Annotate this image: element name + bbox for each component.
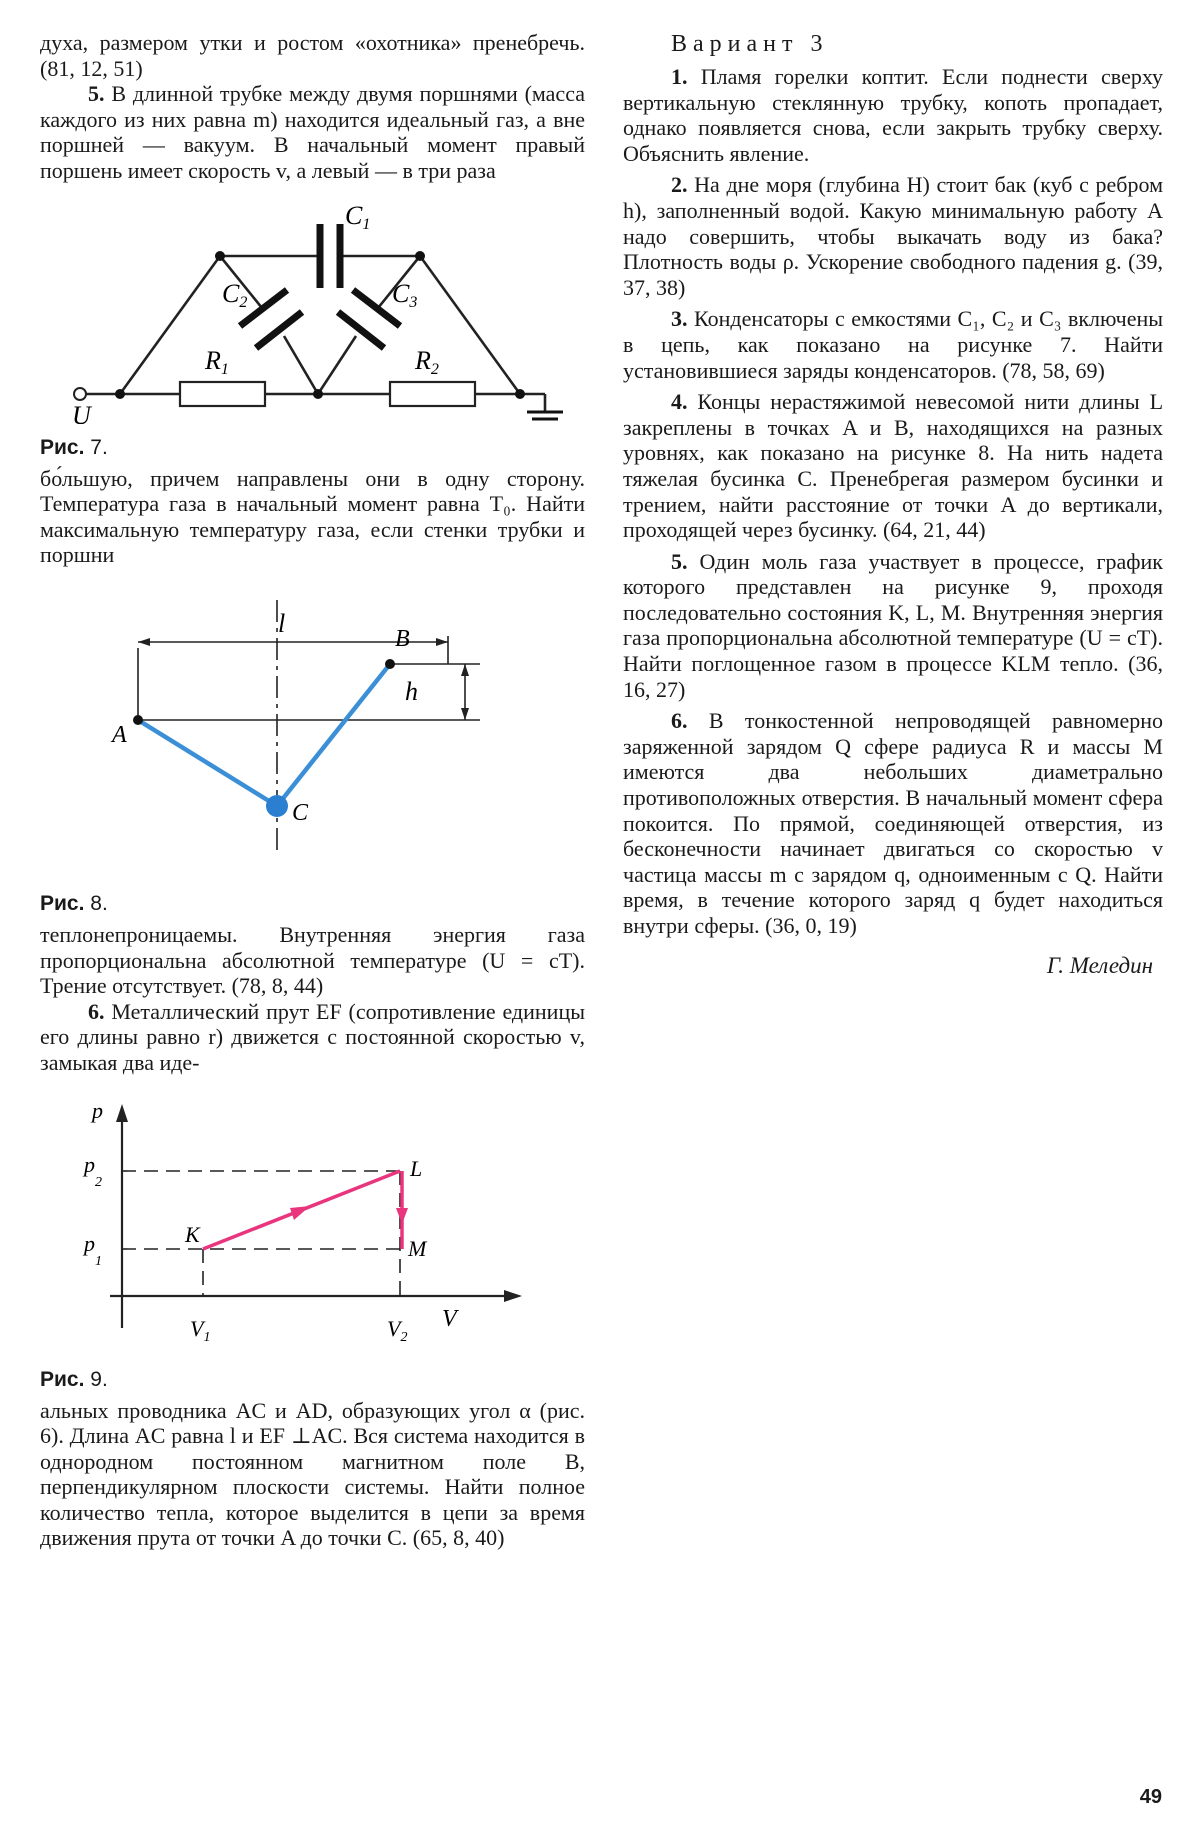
author-signature: Г. Меледин xyxy=(1046,952,1153,978)
problem-r5: 5. Один моль газа участвует в процессе, график которого представлен на рисунке 9, проходя последовательно состояния K, L, M. Внутренняя энергия газа пропорциональна абсолютной температуре (U = cT). Найти поглощенное газом в процессе KLM тепло. (36, 16, 27) xyxy=(623,548,1163,702)
label-m: M xyxy=(408,1235,427,1261)
label-k: K xyxy=(185,1221,200,1247)
problem-r6: 6. В тонкостенной непроводящей равномерно заряженной зарядом Q сфере радиуса R и массы M имеются два небольших диаметрально противоположных отверстия. В начальный момент сфера покоится. По прямой, соединяющей отверстия, из бесконечности начинает двигаться со скоростью v частица массы m с зарядом q, одноименным с Q. Найти время, в течение которого заряд q будет находиться внутри сферы. (36, 0, 19) xyxy=(623,708,1164,938)
label-p2: $p_2$ xyxy=(84,1151,102,1190)
page-number: 49 xyxy=(1139,1786,1162,1808)
arrow-lm xyxy=(396,1208,408,1224)
thread-cb xyxy=(277,664,390,806)
label-v1: $V_1$ xyxy=(190,1315,211,1345)
figure-8-thread xyxy=(40,580,585,880)
problem-6-left xyxy=(40,999,585,1076)
left-top-paragraph: духа, размером утки и ростом «охотника» пренебречь. (81, 12, 51) xyxy=(40,30,585,81)
problem-6-continuation: альных проводника AC и AD, образующих угол α (рис. 6). Длина AC равна l и EF ⊥AC. Вся система находится в однородном постоянном магнитном поле B, перпендикулярном плоскости системы. Найти полное количество тепла, которое выделится в цепи за время движения прута от точки A до точки C. (65, 8, 40) xyxy=(40,1397,585,1551)
point-b xyxy=(385,659,395,669)
label-r1: R1 xyxy=(205,345,229,378)
problem-r2: 2. На дне моря (глубина H) стоит бак (куб с ребром h), заполненный водой. Какую минимальную работу A надо совершить, чтобы выкачать воду из бака? Плотность воды ρ. Ускорение свободного падения g. (39, 37, 38) xyxy=(623,172,1163,300)
problem-6-text: Металлический прут EF (сопротивление единицы его длины равно r) движется с постоянной скоростью v, замыкая два иде- xyxy=(40,998,586,1075)
label-p1: $p_1$ xyxy=(84,1230,102,1269)
arrow-kl xyxy=(290,1206,310,1220)
problem-5-text: В длинной трубке между двумя поршнями (масса каждого из них равна m) находится идеальный газ, а вне поршней — вакуум. В начальный момент правый поршень имеет скорость v, а левый — в три раза xyxy=(40,81,585,183)
label-a: A xyxy=(112,721,127,748)
axis-v-label: V xyxy=(442,1305,457,1332)
problem-r1: 1. Пламя горелки коптит. Если поднести сверху вертикальную стеклянную трубку, копоть пропадает, однако появляется снова, если закрыть трубку сверху. Объяснить явление. xyxy=(623,64,1163,166)
label-c3: C3 xyxy=(392,278,418,311)
figure-9-pv-diagram xyxy=(40,1096,585,1356)
problem-5-left xyxy=(40,81,585,183)
right-column xyxy=(623,30,1163,979)
label-r2: R2 xyxy=(415,345,439,378)
problem-r3: 3. Конденсаторы с емкостями C₁, C₂ и C₃ включены в цепь, как показано на рисунке 7. Найти установившиеся заряды конденсаторов. (78, 58, 69) xyxy=(623,306,1164,383)
figure-7-caption: Рис. 7. xyxy=(40,435,108,459)
problem-r4: 4. Концы нерастяжимой невесомой нити длины L закреплены в точках A и B, находящихся на разных уровнях, как показано на рисунке 8. На нить надета тяжелая бусинка C. Пренебрегая размером бусинки и трением, найти расстояние от точки A до вертикали, проходящей через бусинку. (64, 21, 44) xyxy=(623,389,1164,543)
figure-7-circuit xyxy=(40,184,585,424)
problem-6-number: 6. xyxy=(88,998,105,1024)
problem-5-number: 5. xyxy=(88,81,105,107)
label-l-state: L xyxy=(410,1155,423,1181)
axis-p-label: p xyxy=(92,1097,103,1123)
label-b: B xyxy=(395,625,410,652)
c2-plate-bottom xyxy=(256,312,302,348)
label-l: l xyxy=(278,608,286,638)
problem-5-continuation: бо́льшую, причем направлены они в одну сторону. Температура газа в начальный момент равна T₀. Найти максимальную температуру газа, если стенки трубки и поршни xyxy=(40,465,585,568)
point-a xyxy=(133,715,143,725)
problem-5-end: теплонепроницаемы. Внутренняя энергия газа пропорциональна абсолютной температуре (U = cT). Трение отсутствует. (78, 8, 44) xyxy=(40,921,585,999)
figure-8-caption: Рис. 8. xyxy=(40,891,108,915)
variant-heading: Вариант 3 xyxy=(671,31,829,57)
label-c2: C2 xyxy=(222,278,248,311)
terminal-u xyxy=(74,388,86,400)
c3-plate-bottom xyxy=(338,312,384,348)
label-c1: C1 xyxy=(345,200,371,233)
figure-9-caption: Рис. 9. xyxy=(40,1367,108,1391)
left-column xyxy=(40,30,585,1551)
bead-c xyxy=(266,795,288,817)
label-v2: $V_2$ xyxy=(387,1315,408,1345)
label-h: h xyxy=(405,676,418,706)
thread-ac xyxy=(138,720,277,806)
label-c: C xyxy=(292,799,309,826)
label-u: U xyxy=(72,400,91,424)
